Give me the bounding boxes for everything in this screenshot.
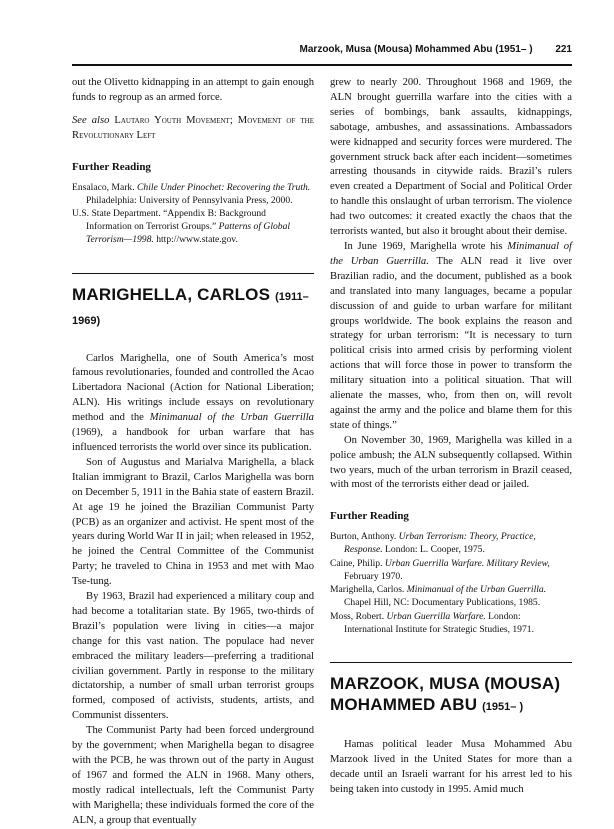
ref-url[interactable]: http://www.state.gov. xyxy=(153,234,238,246)
further-reading-heading: Further Reading xyxy=(72,160,151,173)
book-title: Minimanual of the Urban Guerrilla xyxy=(149,412,314,424)
entry-title-name: MARIGHELLA, CARLOS xyxy=(72,284,271,304)
ref-author: Moss, Robert. xyxy=(330,610,387,622)
body-paragraph: The Communist Party had been forced underground by the government; when Marighella began to disagree with the PCB, he was thrown out of the party in August of 1967 and formed the ALN in 1968. Many others, mostly radical intellectuals, left the Communist Party with Marighella; these individuals formed the core of the ALN, a group that eventually xyxy=(72,725,314,826)
body-paragraph xyxy=(72,352,314,456)
running-head xyxy=(72,44,572,62)
body-paragraph: On November 30, 1969, Marighella was killed in a police ambush; the ALN subsequently collapsed. Within two years, much of the urban terrorism in Brazil ceased, with most of the terrorists either dead or jailed. xyxy=(330,434,572,491)
see-also-lead: See also xyxy=(72,114,110,126)
ref-title: Patterns of Global Terrorism—1998. xyxy=(86,221,291,246)
ref-title: Chile Under Pinochet: Recovering the Truth. xyxy=(137,181,311,193)
ref-publisher: Chapel Hill, NC: Documentary Publications, 1985. xyxy=(344,597,541,609)
reference-entry xyxy=(330,610,572,636)
text-run: The ALN read it live over Brazilian radio, and the document, published as a book and translated into many languages, became a popular discussion of and guide to urban warfare for militant groups worldwide. The book explains the reason and strategy for urban terrorism: “It is necessary to turn political crisis into armed crisis by performing violent actions that will force those in power to transform the military situation into a political situation. That will alienate the masses, who, from then on, will revolt against the army and the police and blame them for this state of things.” xyxy=(330,255,572,431)
ref-title: Urban Terrorism: Theory, Practice, Response. xyxy=(344,531,536,556)
entry-title-dates: (1951– ) xyxy=(482,700,524,713)
text-run: In June 1969, Marighella wrote his xyxy=(344,240,508,252)
entry-title-marighella xyxy=(72,273,314,332)
book-title: Minimanual of the Urban Guerrilla. xyxy=(330,240,572,267)
body-paragraph: By 1963, Brazil had experienced a military coup and had become a totalitarian state. By 1965, two-thirds of Brazil’s population were living in cities—a major change for this vast nation. The populace had never embraced the military leaders—preferring a traditional civilian government. Partly in response to the military dictatorship, a number of small urban terrorist groups formed, composed of activists, students, artists, and Communist dissenters. xyxy=(72,591,314,722)
body-paragraph: Son of Augustus and Marialva Marighella, a black Italian immigrant to Brazil, Carlos Marighella was born on December 5, 1911 in the Bahia state of eastern Brazil. At age 19 he joined the Brazilian Communist Party (PCB) as an organizer and activist. He spent most of the years during World War II in jail; when released in 1952, he joined the Central Committee of the Communist Party; he traveled to China in 1953 and met with Mao Tse-tung. xyxy=(72,456,315,588)
ref-publisher: London: International Institute for Strategic Studies, 1971. xyxy=(344,610,534,635)
ref-title: Urban Guerrilla Warfare. xyxy=(386,610,486,622)
right-column xyxy=(330,76,572,798)
ref-title: Minimanual of the Urban Guerrilla. xyxy=(406,584,547,596)
reference-entry xyxy=(72,181,314,207)
ref-author: U.S. State Department. “Appendix B: Background Information on Terrorist Groups.” xyxy=(72,207,266,233)
ref-title: Urban Guerrilla Warfare. Military Review, xyxy=(384,557,550,569)
reference-entry xyxy=(330,583,572,609)
ref-publisher: Philadelphia: University of Pennsylvania Press, 2000. xyxy=(86,194,293,206)
see-also-link[interactable]: Lautaro Youth Movement; Movement of the Revolutionary Left xyxy=(72,114,314,141)
header-rule xyxy=(72,64,572,66)
ref-author: Burton, Anthony. xyxy=(330,531,399,543)
page-number: 221 xyxy=(555,44,572,55)
running-head-title: Marzook, Musa (Mousa) Mohammed Abu (1951– ) xyxy=(299,44,533,55)
reference-entry xyxy=(330,557,572,583)
ref-publisher: London: L. Cooper, 1975. xyxy=(382,544,485,556)
further-reading-heading: Further Reading xyxy=(330,510,409,523)
left-column xyxy=(72,76,314,829)
text-run: (1969), a handbook for urban warfare that has influenced terrorists the world over since its publication. xyxy=(72,427,314,453)
entry-title-dates: (1911–1969) xyxy=(72,290,309,327)
ref-publisher: February 1970. xyxy=(344,570,403,582)
reference-entry xyxy=(72,207,314,247)
entry-title-name: MARZOOK, MUSA (MOUSA) MOHAMMED ABU xyxy=(330,673,561,714)
ref-author: Caine, Philip. xyxy=(330,557,385,569)
reference-entry xyxy=(330,530,572,556)
ref-author: Ensalaco, Mark. xyxy=(72,181,138,193)
body-paragraph: grew to nearly 200. Throughout 1968 and 1969, the ALN brought guerrilla warfare into the cities with a series of bombings, bank assaults, kidnappings, sabotage, ambushes, and assassinations. Ambassadors were kidnapped and security forces were murdered. The government struck back after each incident—sometimes arresting thousands in citywide raids. Brazil’s rulers even created a Department of Social and Political Order to handle this onslaught of urban terrorism. The violence had two outcomes: it created exactly the chaos that the terrorists wanted, but also it brought about their demise. xyxy=(330,77,572,238)
see-also xyxy=(72,114,314,144)
body-paragraph xyxy=(330,240,572,434)
entry-title-marzook xyxy=(330,662,572,718)
ref-author: Marighella, Carlos. xyxy=(330,584,407,596)
continued-paragraph: out the Olivetto kidnapping in an attempt to gain enough funds to regroup as an armed force. xyxy=(72,77,314,103)
text-run: Carlos Marighella, one of South America’s most famous revolutionaries, founded and controlled the Acao Libertadora Nacional (Action for National Liberation; ALN). His writings include essays on revolutionary method and the xyxy=(72,352,314,424)
body-paragraph: Hamas political leader Musa Mohammed Abu Marzook lived in the United States for more than a decade until an Israeli warrant for his arrest led to his being taken into custody in 1995. Amid much xyxy=(330,738,572,795)
